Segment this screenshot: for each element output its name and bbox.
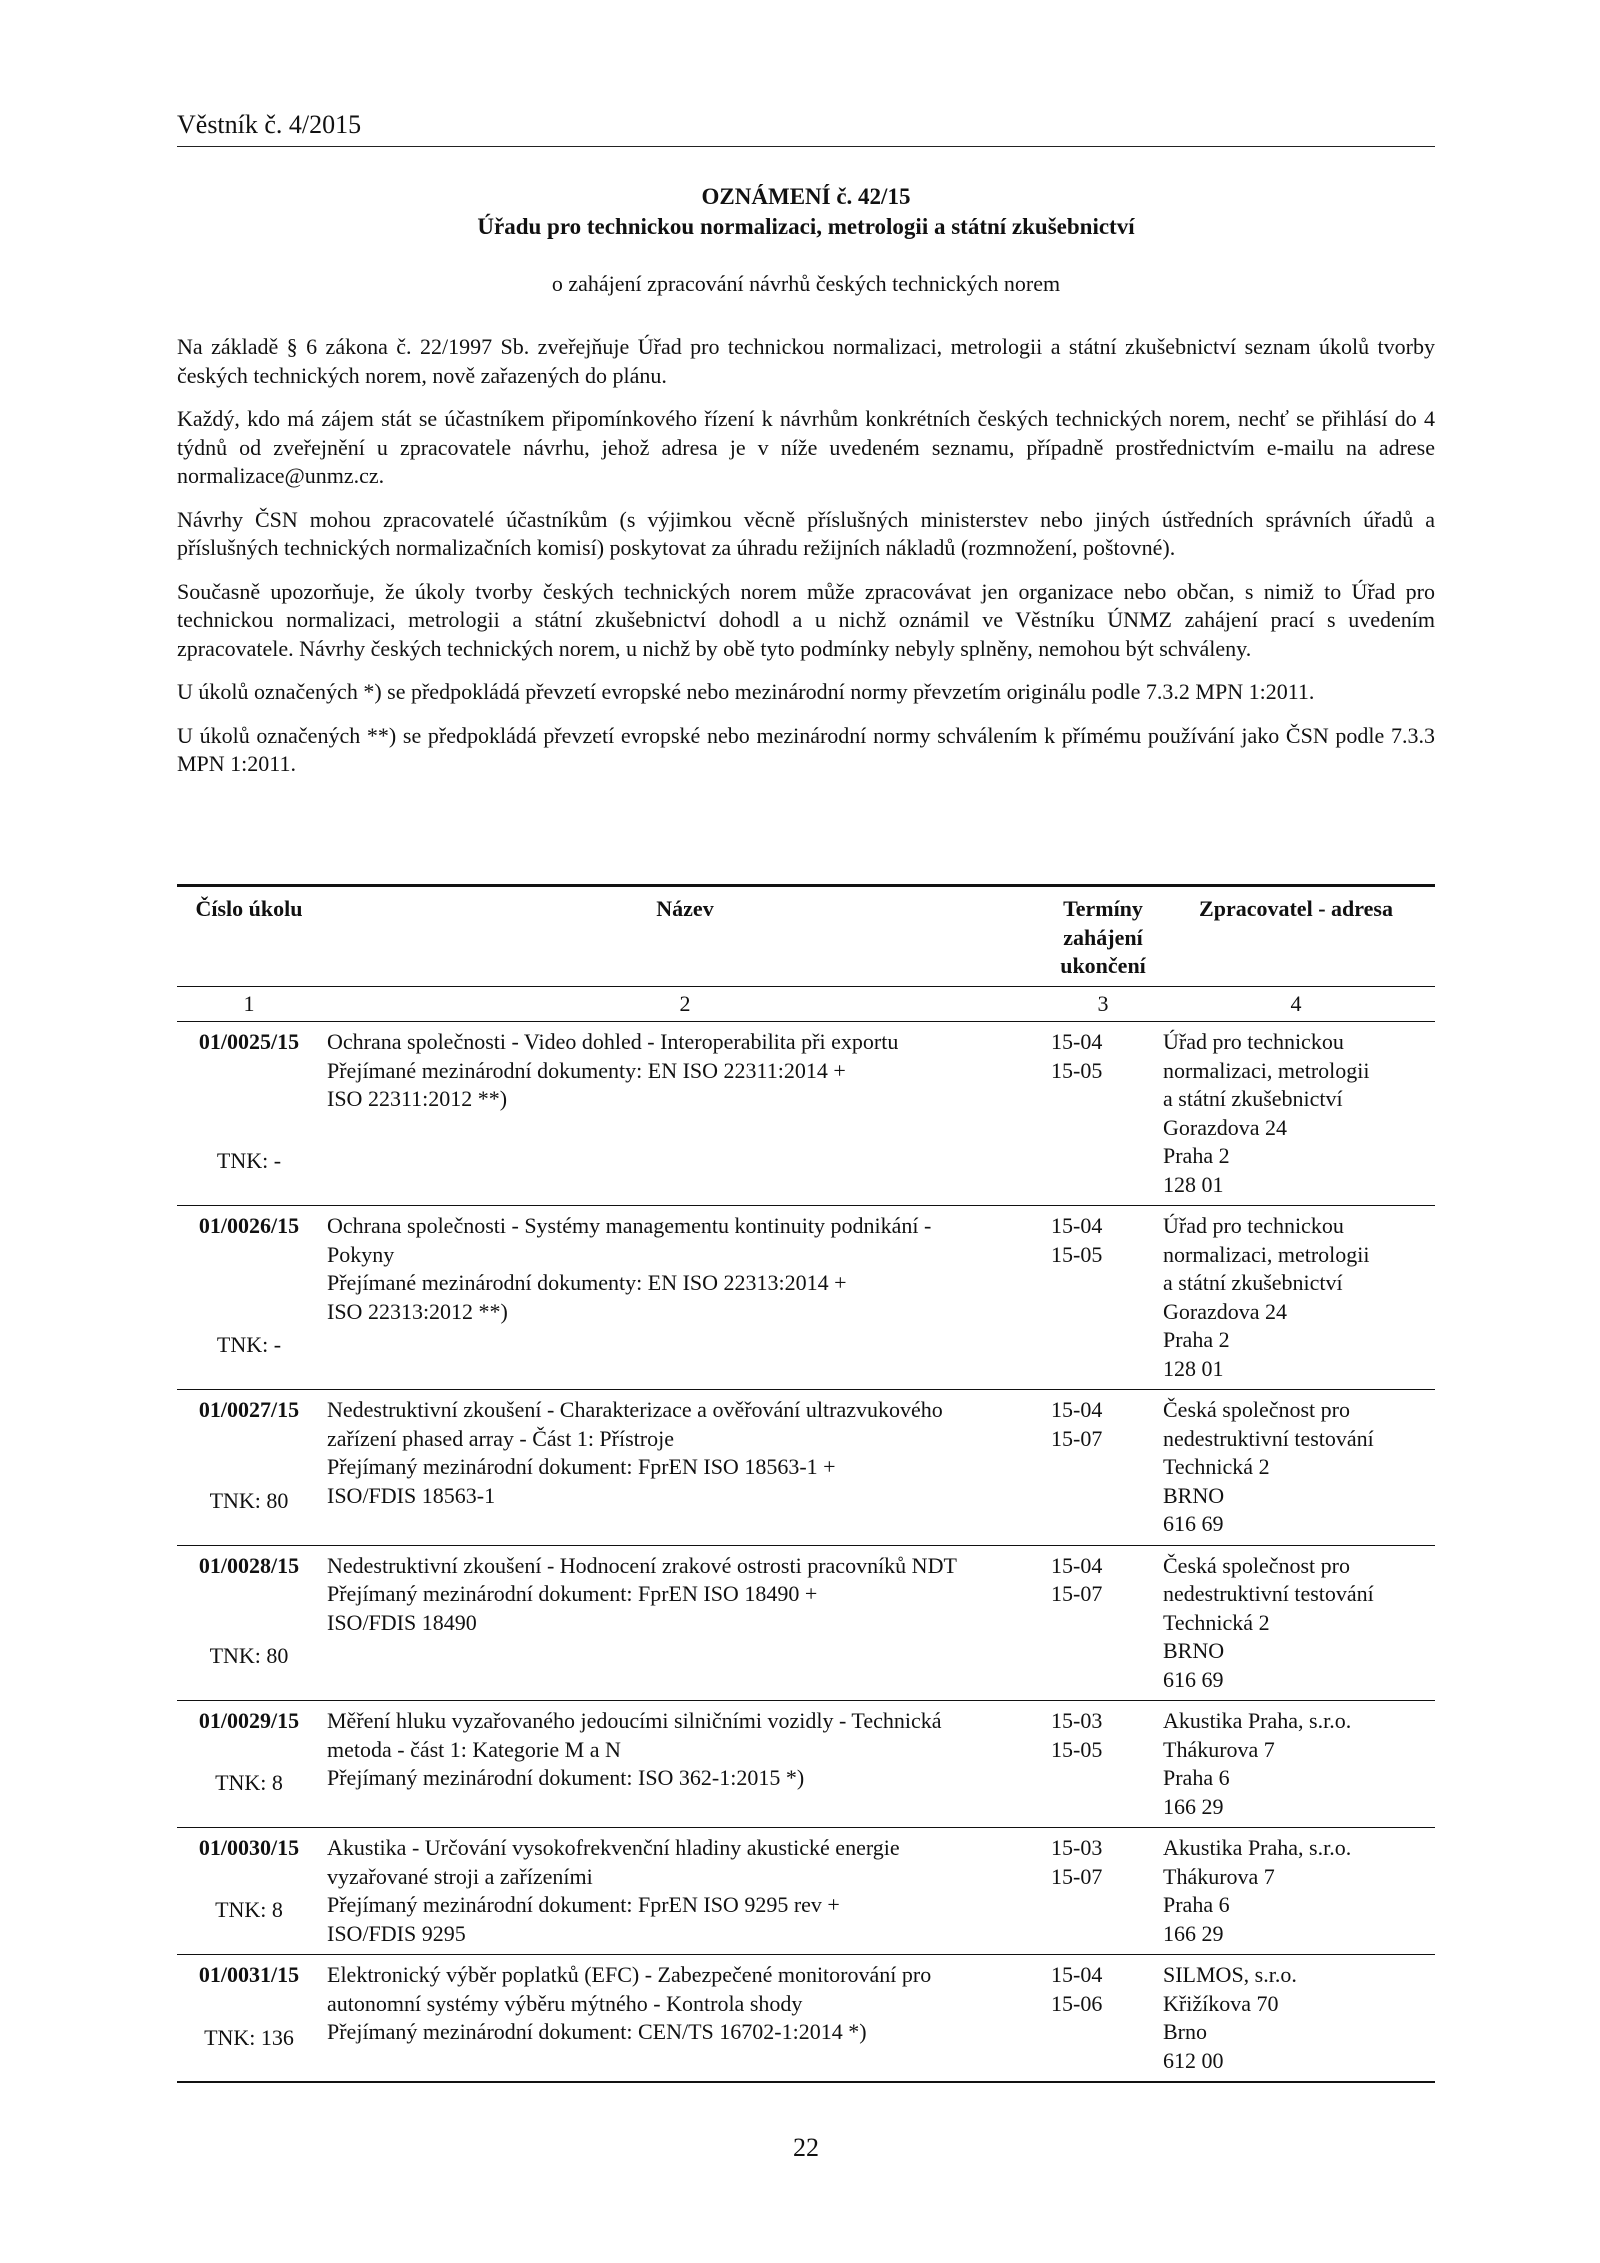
task-name-line: Přejímaný mezinárodní dokument: FprEN ISO 9295 rev + bbox=[327, 1892, 840, 1917]
tnk-label: TNK: 8 bbox=[215, 1770, 283, 1795]
task-name-line: ISO/FDIS 9295 bbox=[327, 1920, 466, 1946]
address-line: Česká společnost pro bbox=[1163, 1552, 1350, 1578]
task-name-line: metoda - část 1: Kategorie M a N bbox=[327, 1736, 621, 1762]
task-id: 01/0031/15 bbox=[198, 1962, 300, 1987]
address-line: SILMOS, s.r.o. bbox=[1163, 1962, 1297, 1987]
task-rows bbox=[177, 1022, 1435, 2083]
processor-address-cell bbox=[1157, 1022, 1435, 1206]
table-row bbox=[177, 1701, 1435, 1828]
task-name-cell bbox=[321, 1955, 1049, 2083]
end-term: 15-07 bbox=[1051, 1863, 1103, 1889]
task-number-cell bbox=[177, 1206, 321, 1390]
task-number-cell bbox=[177, 1545, 321, 1701]
task-id: 01/0025/15 bbox=[198, 1029, 300, 1054]
table-row bbox=[177, 1828, 1435, 1955]
tnk-label: TNK: 80 bbox=[209, 1487, 289, 1513]
task-name-line: Přejímané mezinárodní dokumenty: EN ISO 22313:2014 + bbox=[327, 1270, 847, 1295]
start-term: 15-04 bbox=[1051, 1397, 1103, 1422]
address-line: Gorazdova 24 bbox=[1163, 1114, 1288, 1140]
notice-heading bbox=[177, 182, 1435, 299]
address-line: Technická 2 bbox=[1163, 1609, 1270, 1635]
address-line: 166 29 bbox=[1163, 1793, 1224, 1819]
address-line: a státní zkušebnictví bbox=[1163, 1086, 1343, 1111]
address-line: Thákurova 7 bbox=[1163, 1863, 1275, 1889]
address-line: 616 69 bbox=[1163, 1511, 1224, 1536]
processor-address-cell bbox=[1157, 1206, 1435, 1390]
notice-title: OZNÁMENÍ č. 42/15 bbox=[701, 184, 911, 209]
header-name: Název bbox=[321, 886, 1049, 987]
column-number: 1 bbox=[177, 986, 321, 1022]
task-name-line: Pokyny bbox=[327, 1241, 395, 1267]
address-line: 612 00 bbox=[1163, 2047, 1224, 2073]
task-terms-cell bbox=[1049, 1701, 1157, 1828]
processor-address-cell bbox=[1157, 1701, 1435, 1828]
start-term: 15-03 bbox=[1051, 1835, 1103, 1860]
address-line: nedestruktivní testování bbox=[1163, 1425, 1374, 1451]
header-terms bbox=[1049, 886, 1157, 987]
paragraph: U úkolů označených **) se předpokládá převzetí evropské nebo mezinárodní normy schválením k přímému používání jako ČSN podle 7.3.3 MPN 1:2011. bbox=[177, 722, 1435, 776]
address-line: Technická 2 bbox=[1163, 1454, 1270, 1479]
task-id: 01/0028/15 bbox=[198, 1552, 300, 1578]
task-terms-cell bbox=[1049, 1955, 1157, 2083]
notice-body bbox=[177, 333, 1435, 794]
table-row bbox=[177, 1206, 1435, 1390]
task-number-cell bbox=[177, 1390, 321, 1546]
task-number-cell bbox=[177, 1701, 321, 1828]
address-line: normalizaci, metrologii bbox=[1163, 1057, 1370, 1083]
task-name-line: Ochrana společnosti - Systémy managementu kontinuity podnikání - bbox=[327, 1213, 932, 1238]
paragraph: U úkolů označených *) se předpokládá převzetí evropské nebo mezinárodní normy převzetím originálu podle 7.3.2 MPN 1:2011. bbox=[177, 679, 1315, 704]
tnk-label: TNK: 80 bbox=[209, 1643, 289, 1668]
task-name-cell bbox=[321, 1701, 1049, 1828]
address-line: Praha 6 bbox=[1163, 1765, 1230, 1790]
task-name-line: Akustika - Určování vysokofrekvenční hladiny akustické energie bbox=[327, 1835, 900, 1860]
address-line: 166 29 bbox=[1163, 1920, 1224, 1946]
task-name-line: Přejímané mezinárodní dokumenty: EN ISO 22311:2014 + bbox=[327, 1057, 846, 1083]
table-row bbox=[177, 1390, 1435, 1546]
header-task-number: Číslo úkolu bbox=[177, 886, 321, 987]
task-id: 01/0029/15 bbox=[198, 1708, 300, 1733]
task-name-line: zařízení phased array - Část 1: Přístroje bbox=[327, 1425, 674, 1451]
address-line: BRNO bbox=[1163, 1638, 1225, 1663]
task-name-line: ISO/FDIS 18490 bbox=[327, 1609, 477, 1635]
start-term: 15-04 bbox=[1051, 1962, 1103, 1987]
end-term: 15-05 bbox=[1051, 1241, 1103, 1267]
address-line: Praha 2 bbox=[1163, 1327, 1230, 1352]
task-terms-cell bbox=[1049, 1022, 1157, 1206]
task-name-line: Přejímaný mezinárodní dokument: ISO 362-1:2015 *) bbox=[327, 1765, 805, 1790]
task-name-line: Ochrana společnosti - Video dohled - Interoperabilita při exportu bbox=[327, 1029, 899, 1054]
address-line: Praha 2 bbox=[1163, 1143, 1230, 1168]
address-line: 616 69 bbox=[1163, 1666, 1224, 1692]
task-terms-cell bbox=[1049, 1390, 1157, 1546]
tnk-label: TNK: - bbox=[216, 1332, 282, 1357]
task-table bbox=[177, 884, 1435, 2083]
header-rule bbox=[177, 146, 1435, 147]
address-line: Křižíkova 70 bbox=[1163, 1990, 1279, 2016]
task-name-line: Nedestruktivní zkoušení - Hodnocení zrakové ostrosti pracovníků NDT bbox=[327, 1552, 957, 1578]
column-number: 4 bbox=[1157, 986, 1435, 1022]
start-term: 15-04 bbox=[1051, 1213, 1103, 1238]
column-number-row bbox=[177, 986, 1435, 1022]
address-line: 128 01 bbox=[1163, 1355, 1224, 1381]
table-row bbox=[177, 1955, 1435, 2083]
task-name-line: Přejímaný mezinárodní dokument: CEN/TS 16702-1:2014 *) bbox=[327, 2019, 867, 2044]
processor-address-cell bbox=[1157, 1390, 1435, 1546]
notice-issuer: Úřadu pro technickou normalizaci, metrologii a státní zkušebnictví bbox=[477, 214, 1135, 239]
task-number-cell bbox=[177, 1828, 321, 1955]
task-id: 01/0030/15 bbox=[198, 1835, 300, 1860]
table-row bbox=[177, 1545, 1435, 1701]
task-name-cell bbox=[321, 1828, 1049, 1955]
address-line: Akustika Praha, s.r.o. bbox=[1163, 1835, 1352, 1860]
column-number: 3 bbox=[1049, 986, 1157, 1022]
address-line: Akustika Praha, s.r.o. bbox=[1163, 1708, 1352, 1733]
task-name-cell bbox=[321, 1545, 1049, 1701]
task-name-line: autonomní systémy výběru mýtného - Kontrola shody bbox=[327, 1990, 803, 2016]
task-id: 01/0026/15 bbox=[198, 1213, 300, 1238]
processor-address-cell bbox=[1157, 1955, 1435, 2083]
task-name-line: ISO 22313:2012 **) bbox=[327, 1298, 508, 1324]
task-terms-cell bbox=[1049, 1206, 1157, 1390]
start-term: 15-04 bbox=[1051, 1029, 1103, 1054]
address-line: Thákurova 7 bbox=[1163, 1736, 1275, 1762]
task-number-cell bbox=[177, 1955, 321, 2083]
paragraph: Každý, kdo má zájem stát se účastníkem připomínkového řízení k návrhům konkrétních českých technických norem, nechť se přihlásí do 4 týdnů od zveřejnění u zpracovatele návrhu, jehož adresa je v níže uvedeném seznamu, případně prostřednictvím e-mailu na adrese normalizace@unmz.cz. bbox=[177, 406, 1435, 488]
processor-address-cell bbox=[1157, 1828, 1435, 1955]
processor-address-cell bbox=[1157, 1545, 1435, 1701]
end-term: 15-05 bbox=[1051, 1736, 1103, 1762]
tnk-label: TNK: - bbox=[216, 1148, 282, 1173]
notice-subject: o zahájení zpracování návrhů českých technických norem bbox=[551, 271, 1061, 296]
address-line: nedestruktivní testování bbox=[1163, 1581, 1374, 1606]
paragraph: Současně upozorňuje, že úkoly tvorby českých technických norem může zpracovávat jen organizace nebo občan, s nimiž to Úřad pro technickou normalizaci, metrologii a státní zkušebnictví dohodl a u nichž oznámil ve Věstníku ÚNMZ zahájení prací s uvedením zpracovatele. Návrhy českých technických norem, u nichž by obě tyto podmínky nebyly splněny, nemohou být schváleny. bbox=[177, 578, 1435, 661]
task-name-line: ISO 22311:2012 **) bbox=[327, 1086, 508, 1111]
address-line: a státní zkušebnictví bbox=[1163, 1270, 1343, 1295]
end-term: 15-07 bbox=[1051, 1425, 1103, 1451]
column-number: 2 bbox=[321, 986, 1049, 1022]
start-term: 15-04 bbox=[1051, 1552, 1103, 1578]
header-processor: Zpracovatel - adresa bbox=[1157, 886, 1435, 987]
task-name-line: Přejímaný mezinárodní dokument: FprEN ISO 18490 + bbox=[327, 1581, 818, 1606]
task-terms-cell bbox=[1049, 1828, 1157, 1955]
address-line: Česká společnost pro bbox=[1163, 1397, 1350, 1422]
table-header-row bbox=[177, 886, 1435, 987]
task-number-cell bbox=[177, 1022, 321, 1206]
task-name-line: vyzařované stroji a zařízeními bbox=[327, 1863, 593, 1889]
address-line: 128 01 bbox=[1163, 1171, 1224, 1197]
paragraph: Návrhy ČSN mohou zpracovatelé účastníkům (s výjimkou věcně příslušných ministerstev nebo jiných ústředních správních úřadů a příslušných technických normalizačních komisí) poskytovat za úhradu režijních nákladů (rozmnožení, poštovné). bbox=[177, 506, 1435, 560]
task-terms-cell bbox=[1049, 1545, 1157, 1701]
task-name-line: Měření hluku vyzařovaného jedoucími silničními vozidly - Technická bbox=[327, 1708, 942, 1733]
page-number: 22 bbox=[793, 2133, 819, 2162]
end-term: 15-05 bbox=[1051, 1057, 1103, 1083]
task-name-cell bbox=[321, 1022, 1049, 1206]
address-line: Praha 6 bbox=[1163, 1892, 1230, 1917]
task-name-line: Přejímaný mezinárodní dokument: FprEN ISO 18563-1 + bbox=[327, 1454, 836, 1479]
task-name-cell bbox=[321, 1206, 1049, 1390]
end-term: 15-07 bbox=[1051, 1581, 1103, 1606]
header-terms-line: Termíny bbox=[1063, 896, 1143, 921]
end-term: 15-06 bbox=[1051, 1990, 1103, 2016]
table-row bbox=[177, 1022, 1435, 1206]
start-term: 15-03 bbox=[1051, 1708, 1103, 1733]
tnk-label: TNK: 136 bbox=[204, 2024, 294, 2050]
task-id: 01/0027/15 bbox=[198, 1397, 300, 1422]
task-name-line: ISO/FDIS 18563-1 bbox=[327, 1482, 496, 1508]
address-line: normalizaci, metrologii bbox=[1163, 1241, 1370, 1267]
address-line: Úřad pro technickou bbox=[1163, 1029, 1344, 1054]
address-line: BRNO bbox=[1163, 1482, 1225, 1508]
header-terms-line: zahájení bbox=[1063, 924, 1143, 950]
task-name-cell bbox=[321, 1390, 1049, 1546]
address-line: Brno bbox=[1163, 2019, 1207, 2044]
task-name-line: Nedestruktivní zkoušení - Charakterizace a ověřování ultrazvukového bbox=[327, 1397, 943, 1422]
tnk-label: TNK: 8 bbox=[215, 1897, 283, 1922]
address-line: Gorazdova 24 bbox=[1163, 1298, 1288, 1324]
task-name-line: Elektronický výběr poplatků (EFC) - Zabezpečené monitorování pro bbox=[327, 1962, 932, 1987]
address-line: Úřad pro technickou bbox=[1163, 1213, 1344, 1238]
paragraph: Na základě § 6 zákona č. 22/1997 Sb. zveřejňuje Úřad pro technickou normalizaci, metrologii a státní zkušebnictví seznam úkolů tvorby českých technických norem, nově zařazených do plánu. bbox=[177, 334, 1435, 388]
running-header: Věstník č. 4/2015 bbox=[177, 110, 362, 139]
header-terms-line: ukončení bbox=[1060, 953, 1146, 978]
